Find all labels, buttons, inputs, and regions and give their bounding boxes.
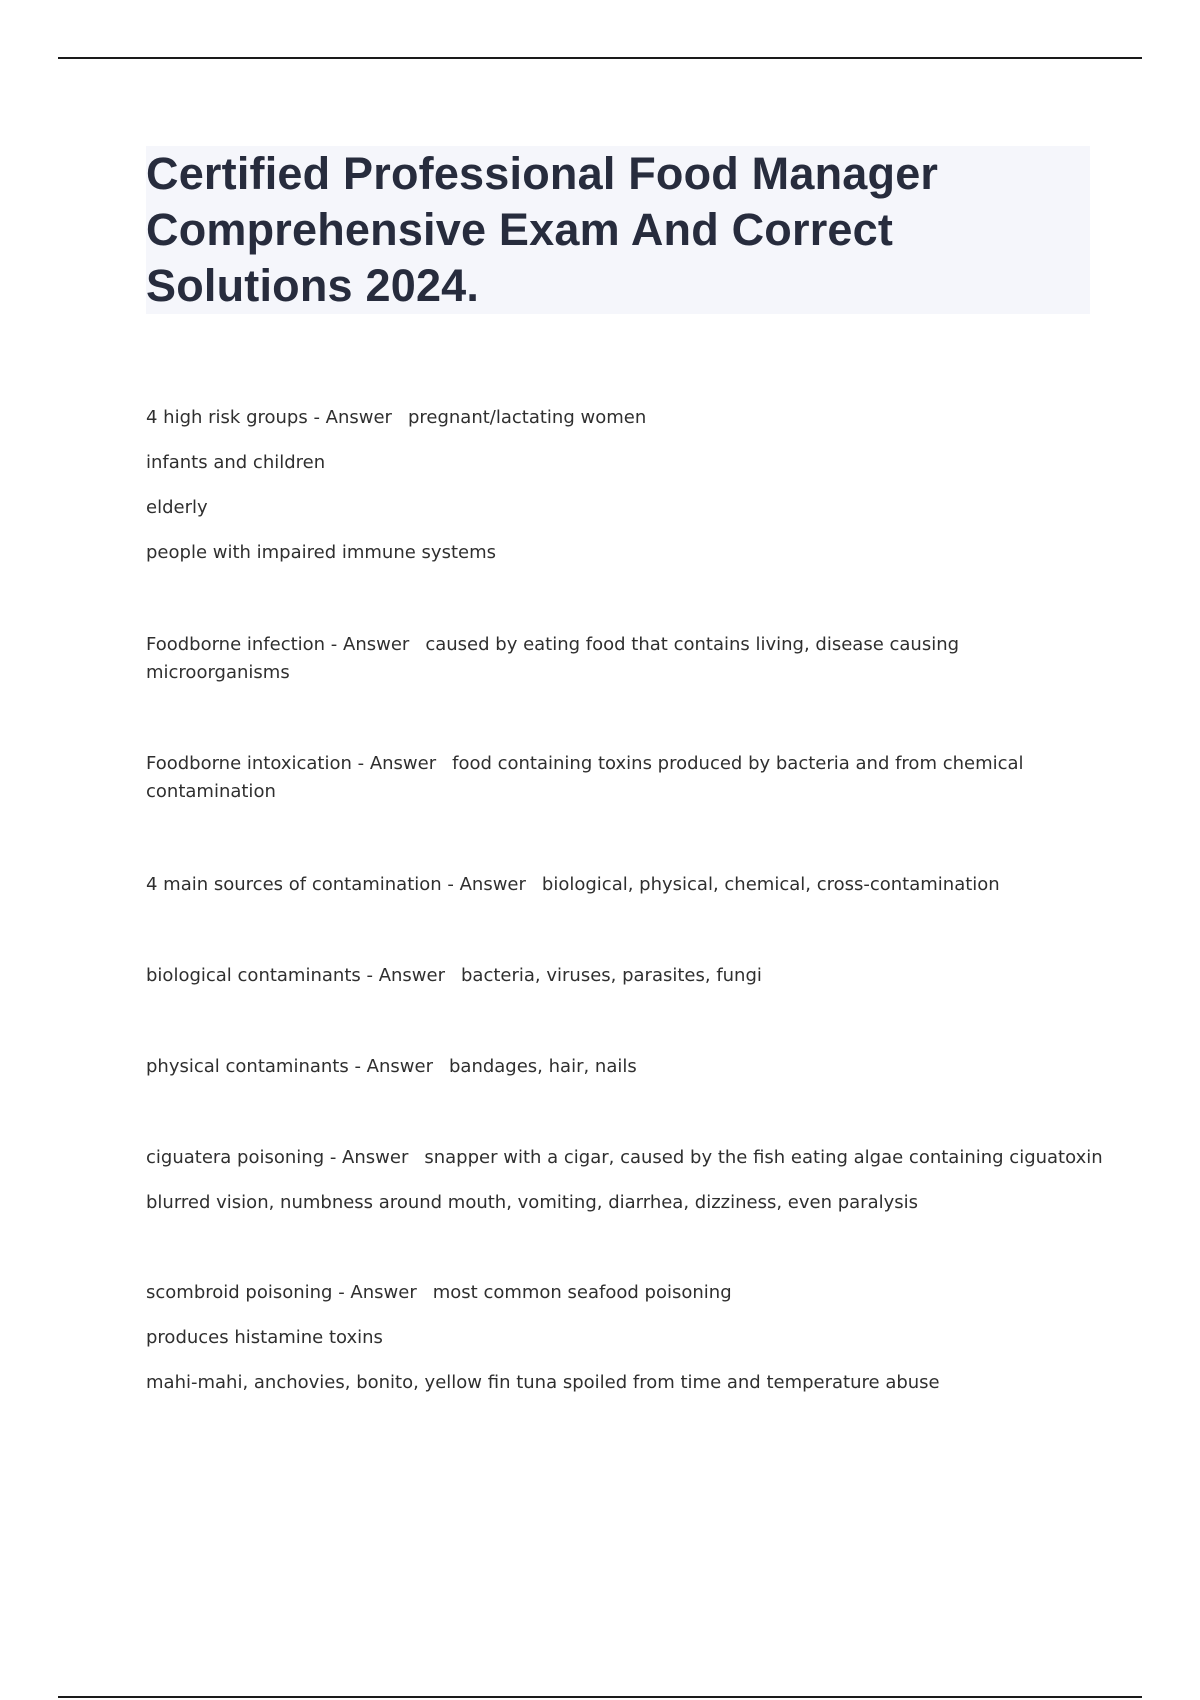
qa-answer-line: blurred vision, numbness around mouth, vomiting, diarrhea, dizziness, even paralysis [146, 1192, 919, 1213]
qa-term: ciguatera poisoning - Answer [146, 1147, 409, 1168]
qa-term: physical contaminants - Answer [146, 1056, 433, 1077]
qa-answer: bandages, hair, nails [448, 1056, 637, 1077]
qa-term: 4 main sources of contamination - Answer [146, 874, 526, 895]
qa-item-high-risk-groups [146, 404, 646, 566]
qa-answer-line: produces histamine toxins [146, 1327, 383, 1348]
qa-item-physical-contaminants [146, 1053, 637, 1080]
qa-answer: caused by eating food that contains living, disease causing microorganisms [146, 634, 960, 683]
bottom-rule [58, 1696, 1142, 1698]
top-rule [58, 57, 1142, 59]
qa-term: scombroid poisoning - Answer [146, 1282, 417, 1303]
qa-term: biological contaminants - Answer [146, 965, 445, 986]
qa-answer: most common seafood poisoning [432, 1282, 732, 1303]
title-banner [146, 146, 1090, 314]
qa-item-sources-of-contamination [146, 871, 1000, 898]
qa-answer-line: infants and children [146, 452, 326, 473]
qa-answer: pregnant/lactating women [407, 407, 647, 428]
qa-answer: snapper with a cigar, caused by the fish eating algae containing ciguatoxin [424, 1147, 1103, 1168]
qa-term: Foodborne intoxication - Answer [146, 753, 437, 774]
qa-item-scombroid-poisoning [146, 1279, 940, 1396]
document-title: Certified Professional Food Manager Comprehensive Exam And Correct Solutions 2024. [146, 148, 939, 311]
qa-term: Foodborne infection - Answer [146, 634, 410, 655]
qa-answer: biological, physical, chemical, cross-contamination [541, 874, 1000, 895]
qa-answer-line: people with impaired immune systems [146, 542, 496, 563]
qa-item-biological-contaminants [146, 962, 762, 989]
qa-item-foodborne-intoxication [146, 750, 1096, 806]
qa-item-foodborne-infection [146, 631, 1096, 687]
qa-answer: food containing toxins produced by bacteria and from chemical contamination [146, 753, 1024, 802]
qa-answer-line: mahi-mahi, anchovies, bonito, yellow fin tuna spoiled from time and temperature abuse [146, 1372, 940, 1393]
qa-term: 4 high risk groups - Answer [146, 407, 392, 428]
qa-answer: bacteria, viruses, parasites, fungi [461, 965, 762, 986]
qa-item-ciguatera-poisoning [146, 1144, 1106, 1216]
qa-answer-line: elderly [146, 497, 208, 518]
